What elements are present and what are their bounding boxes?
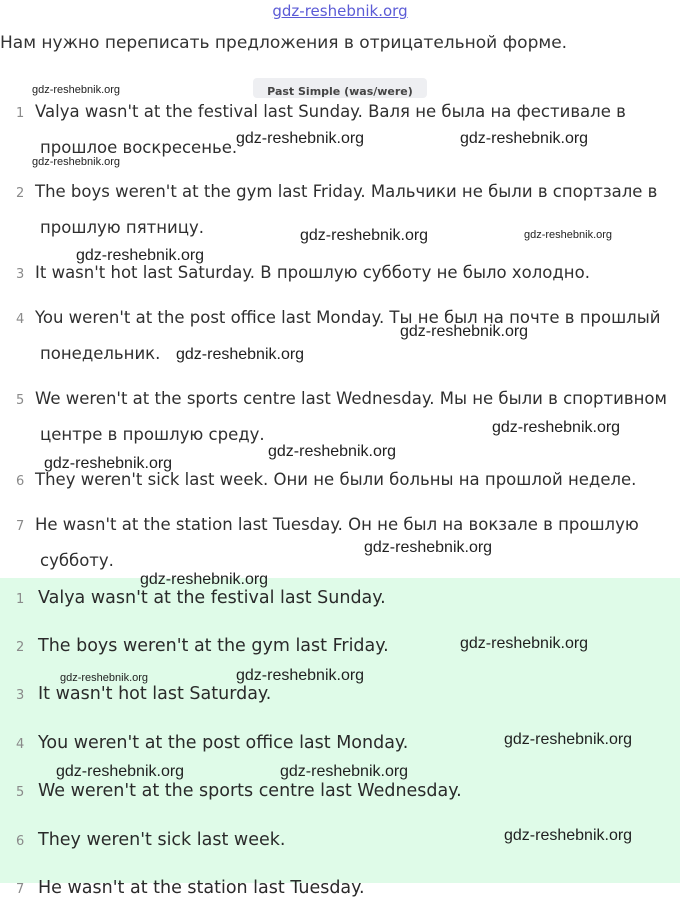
grammar-tag	[253, 78, 427, 98]
answer-text: You weren't at the post office last Monday.	[38, 733, 409, 753]
item-number: 1	[16, 106, 25, 121]
answer-text: Valya wasn't at the festival last Sunday.	[38, 588, 386, 608]
answer-text: They weren't sick last week.	[38, 830, 286, 850]
answer-text: The boys weren't at the gym last Friday.	[38, 636, 389, 656]
watermark: gdz-reshebnik.org	[56, 763, 185, 780]
watermark: gdz-reshebnik.org	[364, 539, 493, 556]
item-line-2: центре в прошлую среду.	[40, 425, 265, 444]
watermark: gdz-reshebnik.org	[504, 731, 633, 748]
answer-text: It wasn't hot last Saturday.	[38, 684, 272, 704]
answer-number: 1	[16, 592, 25, 607]
grammar-tag-label: Past Simple (was/were)	[267, 85, 413, 98]
item-line-1: You weren't at the post office last Monday. Ты не был на почте в прошлый	[35, 308, 661, 327]
item-line-1: The boys weren't at the gym last Friday. Мальчики не были в спортзале в	[35, 182, 658, 201]
item-line-1: We weren't at the sports centre last Wednesday. Мы не были в спортивном	[35, 389, 667, 408]
watermark: gdz-reshebnik.org	[268, 443, 397, 460]
item-line-2: субботу.	[40, 551, 114, 570]
item-line-1: He wasn't at the station last Tuesday. Он не был на вокзале в прошлую	[35, 515, 639, 534]
item-line-1: Valya wasn't at the festival last Sunday. Валя не была на фестивале в	[35, 102, 626, 121]
header-watermark-link[interactable]: gdz-reshebnik.org	[272, 2, 408, 20]
answer-number: 7	[16, 882, 25, 897]
watermark: gdz-reshebnik.org	[32, 156, 121, 168]
item-number: 5	[16, 393, 25, 408]
watermark: gdz-reshebnik.org	[460, 130, 589, 147]
watermark: gdz-reshebnik.org	[400, 323, 529, 340]
item-number: 4	[16, 312, 25, 327]
item-line-2: прошлое воскресенье.	[40, 138, 238, 157]
watermark: gdz-reshebnik.org	[300, 227, 429, 244]
item-line-2: понедельник.	[40, 344, 161, 363]
watermark: gdz-reshebnik.org	[140, 571, 269, 588]
watermark: gdz-reshebnik.org	[492, 419, 621, 436]
watermark: gdz-reshebnik.org	[176, 346, 305, 363]
watermark: gdz-reshebnik.org	[32, 84, 121, 96]
answer-number: 6	[16, 834, 25, 849]
watermark: gdz-reshebnik.org	[236, 667, 365, 684]
intro-text: Нам нужно переписать предложения в отрицательной форме.	[0, 33, 568, 53]
item-number: 2	[16, 186, 25, 201]
watermark: gdz-reshebnik.org	[60, 672, 149, 684]
watermark: gdz-reshebnik.org	[504, 827, 633, 844]
item-line-1: It wasn't hot last Saturday. В прошлую субботу не было холодно.	[35, 263, 590, 282]
watermark: gdz-reshebnik.org	[44, 455, 173, 472]
watermark: gdz-reshebnik.org	[524, 229, 613, 241]
watermark: gdz-reshebnik.org	[280, 763, 409, 780]
answer-text: He wasn't at the station last Tuesday.	[38, 878, 365, 898]
item-line-2: прошлую пятницу.	[40, 218, 204, 237]
watermark: gdz-reshebnik.org	[460, 635, 589, 652]
answer-number: 2	[16, 640, 25, 655]
answer-number: 5	[16, 785, 25, 800]
answer-text: We weren't at the sports centre last Wednesday.	[38, 781, 462, 801]
item-number: 7	[16, 519, 25, 534]
item-line-1: They weren't sick last week. Они не были больны на прошлой неделе.	[35, 470, 637, 489]
answer-number: 4	[16, 737, 25, 752]
watermark: gdz-reshebnik.org	[76, 247, 205, 264]
item-number: 6	[16, 474, 25, 489]
watermark: gdz-reshebnik.org	[236, 130, 365, 147]
answer-number: 3	[16, 688, 25, 703]
item-number: 3	[16, 267, 25, 282]
